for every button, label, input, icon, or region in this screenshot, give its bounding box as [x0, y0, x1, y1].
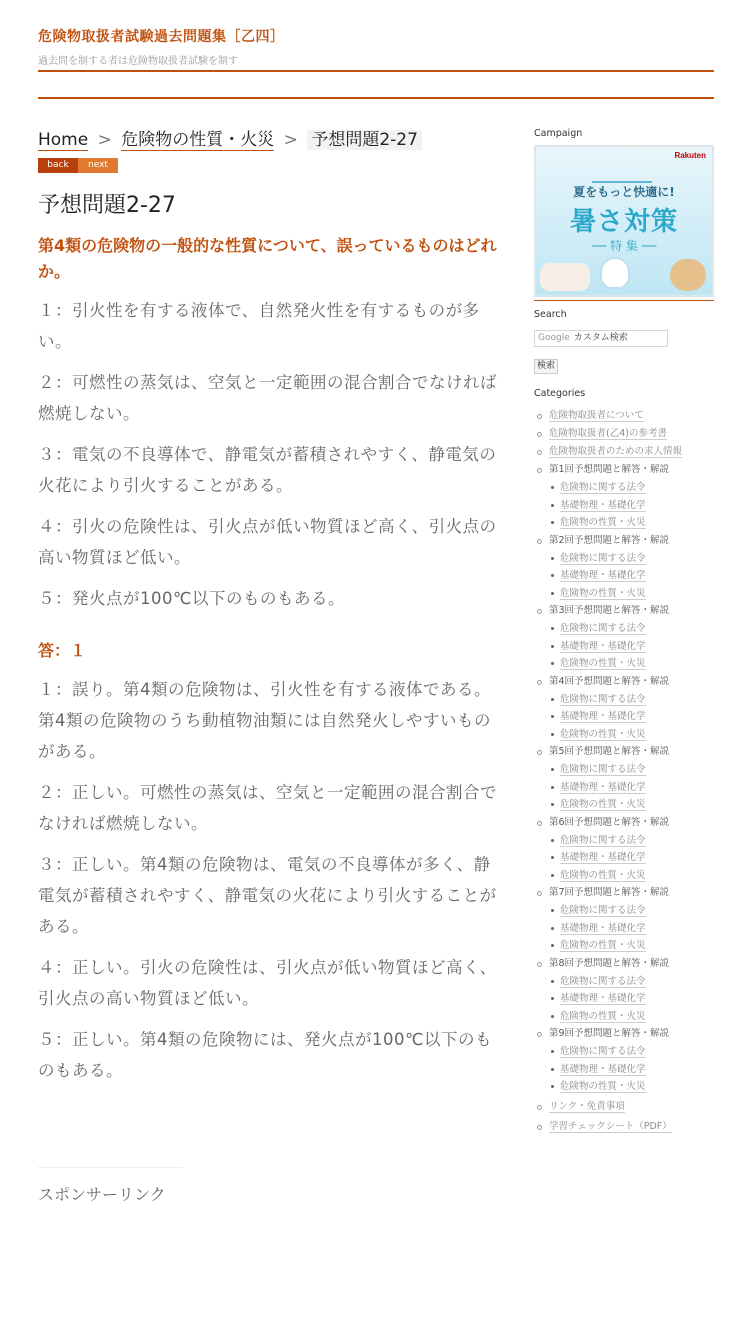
sponsor-link-heading: スポンサーリンク [38, 1167, 183, 1205]
subcategory-link[interactable]: 危険物に関する法令 [560, 834, 646, 846]
list-item [534, 955, 714, 1026]
subcategory-link[interactable]: 危険物に関する法令 [560, 482, 646, 493]
campaign-widget-title: Campaign [534, 128, 583, 139]
explanation-5: ５：正しい。第4類の危険物には、発火点が100℃以下のものもある。 [38, 1030, 493, 1080]
list-item [534, 1025, 714, 1096]
category-round-label[interactable]: 第2回予想問題と解答・解説 [549, 534, 670, 546]
banner-line-2: 暑さ対策 [569, 207, 678, 237]
explanation-1: １：誤り。第4類の危険物は、引火性を有する液体である。第4類の危険物のうち動植物油類には自然発火しやすいものがある。 [38, 680, 491, 761]
breadcrumb-separator: > [97, 130, 112, 150]
subcategory-list [549, 479, 714, 532]
subcategory-link[interactable]: 基礎物理・基礎化学 [560, 711, 646, 722]
breadcrumb-current: 予想問題2-27 [307, 130, 422, 150]
sidebar [534, 128, 714, 1136]
list-item [549, 973, 714, 991]
search-placeholder: カスタム検索 [573, 333, 628, 343]
list-item [534, 602, 714, 673]
header-divider-bottom [38, 97, 714, 99]
site-title[interactable]: 危険物取扱者試験過去問題集［乙四］ [38, 29, 285, 45]
subcategory-link[interactable]: 基礎物理・基礎化学 [560, 640, 646, 652]
subcategory-link[interactable]: 危険物に関する法令 [560, 764, 646, 775]
subcategory-list [549, 550, 714, 603]
list-item [549, 796, 714, 814]
subcategory-link[interactable]: 危険物に関する法令 [560, 1046, 646, 1057]
banner-line-3: ── 特 集 ── [591, 239, 657, 253]
category-link[interactable]: リンク・免責事項 [549, 1100, 625, 1112]
list-item [534, 1098, 714, 1116]
breadcrumb-separator: > [283, 130, 298, 150]
post-pager [38, 158, 500, 173]
list-item [549, 638, 714, 656]
question-text: 第4類の危険物の一般的な性質について、誤っているものはどれか。 [38, 236, 497, 281]
search-widget-title: Search [534, 309, 567, 320]
list-item [549, 514, 714, 532]
subcategory-link[interactable]: 基礎物理・基礎化学 [560, 1063, 646, 1075]
choice-4: ４：引火の危険性は、引火点が低い物質ほど高く、引火点の高い物質ほど低い。 [38, 517, 497, 567]
subcategory-link[interactable]: 危険物に関する法令 [560, 975, 646, 987]
subcategory-link[interactable]: 危険物に関する法令 [560, 552, 646, 564]
list-item [549, 920, 714, 938]
subcategory-link[interactable]: 危険物に関する法令 [560, 623, 646, 634]
rakuten-logo: Rakuten [674, 151, 706, 160]
main-content [38, 128, 500, 1086]
category-round-label[interactable]: 第6回予想問題と解答・解説 [549, 816, 670, 828]
subcategory-link[interactable]: 基礎物理・基礎化学 [560, 781, 646, 793]
subcategory-link[interactable]: 基礎物理・基礎化学 [560, 499, 646, 511]
banner-line-1: 夏をもっと快適に! [573, 185, 675, 199]
list-item [549, 849, 714, 867]
subcategory-link[interactable]: 危険物の性質・火災 [560, 799, 646, 810]
subcategory-link[interactable]: 危険物の性質・火災 [560, 728, 646, 740]
category-round-label[interactable]: 第4回予想問題と解答・解説 [549, 675, 670, 687]
subcategory-link[interactable]: 基礎物理・基礎化学 [560, 993, 646, 1004]
list-item [549, 691, 714, 709]
sun-illustration [592, 153, 652, 183]
explanation-2: ２：正しい。可燃性の蒸気は、空気と一定範囲の混合割合でなければ燃焼しない。 [38, 783, 497, 833]
category-round-label[interactable]: 第7回予想問題と解答・解説 [549, 887, 670, 898]
list-item [549, 902, 714, 920]
subcategory-link[interactable]: 危険物の性質・火災 [560, 1081, 646, 1092]
list-item [549, 1078, 714, 1096]
subcategory-link[interactable]: 基礎物理・基礎化学 [560, 852, 646, 863]
answer-heading: 答：１ [38, 641, 87, 660]
list-item [549, 1008, 714, 1026]
list-item [534, 884, 714, 955]
next-button[interactable]: next [78, 158, 118, 173]
category-round-label[interactable]: 第9回予想問題と解答・解説 [549, 1028, 670, 1039]
list-item [534, 1118, 714, 1136]
category-link[interactable]: 危険物取扱者について [549, 410, 644, 421]
list-item [534, 814, 714, 885]
category-round-label[interactable]: 第5回予想問題と解答・解説 [549, 746, 670, 757]
breadcrumb-category-link[interactable]: 危険物の性質・火災 [121, 130, 275, 150]
list-item [549, 832, 714, 850]
explanation-4: ４：正しい。引火の危険性は、引火点が低い物質ほど高く、引火点の高い物質ほど低い。 [38, 958, 497, 1008]
list-item [549, 620, 714, 638]
categories-widget-title: Categories [534, 388, 586, 399]
campaign-banner[interactable] [534, 145, 714, 297]
explanation-3: ３：正しい。第4類の危険物は、電気の不良導体が多く、静電気が蓄積されやすく、静電気の火花により引火することがある。 [38, 855, 497, 936]
search-button[interactable]: 検索 [534, 359, 558, 374]
dog-illustration [670, 259, 706, 291]
subcategory-link[interactable]: 基礎物理・基礎化学 [560, 570, 646, 581]
subcategory-list [549, 832, 714, 885]
list-item [549, 779, 714, 797]
subcategory-link[interactable]: 危険物に関する法令 [560, 905, 646, 916]
list-item [534, 443, 714, 461]
pillow-illustration [540, 263, 590, 291]
site-description: 過去問を制する者は危険物取扱者試験を制す [38, 56, 238, 67]
bear-illustration [600, 257, 630, 289]
list-item [549, 550, 714, 568]
breadcrumb [38, 128, 500, 152]
list-item [549, 1061, 714, 1079]
list-item [549, 937, 714, 955]
search-input[interactable] [534, 330, 668, 347]
list-item [549, 567, 714, 585]
subcategory-link[interactable]: 危険物に関する法令 [560, 693, 646, 705]
list-item [549, 479, 714, 497]
subcategory-list [549, 691, 714, 744]
list-item [549, 655, 714, 673]
category-link[interactable]: 学習チェックシート（PDF） [549, 1120, 672, 1132]
category-link[interactable]: 危険物取扱者のための求人情報 [549, 446, 683, 457]
list-item [534, 425, 714, 443]
post-title: 予想問題2-27 [38, 193, 176, 218]
subcategory-link[interactable]: 基礎物理・基礎化学 [560, 922, 646, 934]
list-item [549, 497, 714, 515]
list-item [534, 461, 714, 532]
list-item [549, 585, 714, 603]
categories-list [534, 407, 714, 1136]
list-item [549, 867, 714, 885]
choice-5: ５：発火点が100℃以下のものもある。 [38, 589, 346, 608]
choice-2: ２：可燃性の蒸気は、空気と一定範囲の混合割合でなければ燃焼しない。 [38, 373, 497, 423]
site-header [38, 26, 714, 67]
subcategory-link[interactable]: 危険物の性質・火災 [560, 587, 646, 599]
header-divider-top [38, 70, 714, 72]
list-item [549, 1043, 714, 1061]
breadcrumb-home-link[interactable]: Home [38, 130, 89, 150]
subcategory-link[interactable]: 危険物の性質・火災 [560, 658, 646, 669]
list-item [534, 407, 714, 425]
list-item [534, 673, 714, 744]
subcategory-list [549, 761, 714, 814]
subcategory-list [549, 902, 714, 955]
category-round-label[interactable]: 第3回予想問題と解答・解説 [549, 605, 670, 616]
choice-1: １：引火性を有する液体で、自然発火性を有するものが多い。 [38, 301, 480, 351]
list-item [549, 761, 714, 779]
category-link[interactable]: 危険物取扱者(乙4)の参考書 [549, 428, 667, 439]
subcategory-list [549, 1043, 714, 1096]
sidebar-divider [534, 300, 714, 301]
back-button[interactable]: back [38, 158, 78, 173]
subcategory-link[interactable]: 危険物の性質・火災 [560, 1010, 646, 1022]
list-item [549, 708, 714, 726]
list-item [534, 743, 714, 814]
list-item [534, 532, 714, 603]
list-item [549, 990, 714, 1008]
choice-3: ３：電気の不良導体で、静電気が蓄積されやすく、静電気の火花により引火することがある。 [38, 445, 497, 495]
subcategory-link[interactable]: 危険物の性質・火災 [560, 517, 646, 528]
google-logo-icon: Google [538, 333, 570, 343]
subcategory-link[interactable]: 危険物の性質・火災 [560, 940, 646, 951]
subcategory-link[interactable]: 危険物の性質・火災 [560, 869, 646, 881]
category-round-label[interactable]: 第1回予想問題と解答・解説 [549, 464, 670, 475]
category-round-label[interactable]: 第8回予想問題と解答・解説 [549, 957, 670, 969]
subcategory-list [549, 620, 714, 673]
subcategory-list [549, 973, 714, 1026]
list-item [549, 726, 714, 744]
